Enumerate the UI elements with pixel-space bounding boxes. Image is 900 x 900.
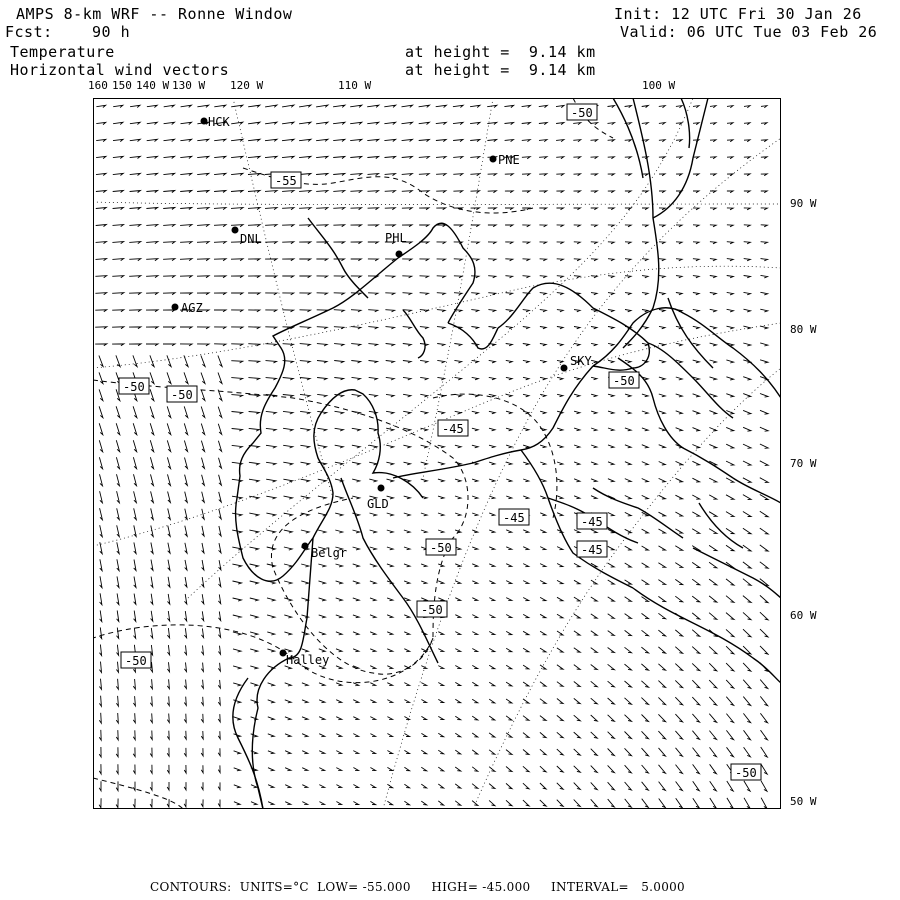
- lon-label-90w: 90 W: [790, 197, 817, 210]
- station-label-belgr: Belgr: [311, 546, 348, 560]
- contour-label: [417, 601, 447, 617]
- station-marker-belgr: [302, 543, 309, 550]
- svg-text:-50: -50: [430, 541, 452, 555]
- svg-text:-45: -45: [442, 422, 464, 436]
- lon-label-60w: 60 W: [790, 609, 817, 622]
- contour-label: [731, 764, 761, 780]
- station-marker-sky: [561, 365, 568, 372]
- contour-label: [271, 172, 301, 188]
- forecast-label: Fcst:: [5, 23, 53, 41]
- station-label-hck: HCK: [208, 115, 230, 129]
- station-marker-pne: [490, 156, 497, 163]
- lon-label-120w: 120 W: [230, 79, 264, 92]
- lon-label-110w: 110 W: [338, 79, 372, 92]
- station-label-gld: GLD: [367, 497, 389, 511]
- contour-label: [438, 420, 468, 436]
- plot-frame: [94, 99, 781, 809]
- svg-text:-50: -50: [125, 654, 147, 668]
- contour-label: [426, 539, 456, 555]
- svg-text:-55: -55: [275, 174, 297, 188]
- station-label-agz: AGZ: [181, 301, 203, 315]
- station-marker-gld: [378, 485, 385, 492]
- valid-time: Valid: 06 UTC Tue 03 Feb 26: [620, 23, 878, 41]
- svg-text:-50: -50: [613, 374, 635, 388]
- contour-label: [567, 104, 597, 120]
- station-label-halley: Halley: [286, 653, 330, 667]
- lon-label-130w: 130 W: [172, 79, 206, 92]
- svg-text:-50: -50: [421, 603, 443, 617]
- init-time: Init: 12 UTC Fri 30 Jan 26: [614, 5, 862, 23]
- contour-label: [119, 378, 149, 394]
- station-marker-dnl: [232, 227, 239, 234]
- contour-legend-footer: CONTOURS: UNITS=°C LOW= -55.000 HIGH= -45.000 INTERVAL= 5.0000: [150, 880, 685, 894]
- svg-text:-45: -45: [581, 543, 603, 557]
- station-label-pne: PNE: [498, 153, 520, 167]
- lon-label-50w: 50 W: [790, 795, 817, 808]
- lon-label-160: 160: [88, 79, 108, 92]
- lon-label-80w: 80 W: [790, 323, 817, 336]
- svg-text:-45: -45: [503, 511, 525, 525]
- map-title: AMPS 8-km WRF -- Ronne Window: [16, 5, 293, 23]
- station-label-dnl: DNL: [240, 232, 262, 246]
- field-wind: Horizontal wind vectors: [10, 61, 230, 79]
- forecast-hours: 90 h: [92, 23, 131, 41]
- contour-label: [499, 509, 529, 525]
- contour-label: [167, 386, 197, 402]
- lon-label-150: 150: [112, 79, 132, 92]
- lon-label-140w: 140 W: [136, 79, 170, 92]
- contour-label: [121, 652, 151, 668]
- svg-text:-50: -50: [735, 766, 757, 780]
- station-marker-agz: [172, 304, 179, 311]
- field-wind-height: at height = 9.14 km: [405, 61, 596, 79]
- field-temperature: Temperature: [10, 43, 115, 61]
- station-label-phl: PHL: [385, 231, 407, 245]
- station-marker-phl: [396, 251, 403, 258]
- contour-label: [577, 513, 607, 529]
- contour-label: [609, 372, 639, 388]
- svg-text:-45: -45: [581, 515, 603, 529]
- contour-label: [577, 541, 607, 557]
- station-marker-hck: [201, 118, 208, 125]
- svg-text:-50: -50: [571, 106, 593, 120]
- svg-text:-50: -50: [123, 380, 145, 394]
- field-temperature-height: at height = 9.14 km: [405, 43, 596, 61]
- lon-label-70w: 70 W: [790, 457, 817, 470]
- station-label-sky: SKY: [570, 354, 592, 368]
- map-plot-area: [93, 98, 781, 809]
- lon-label-100w: 100 W: [642, 79, 676, 92]
- svg-text:-50: -50: [171, 388, 193, 402]
